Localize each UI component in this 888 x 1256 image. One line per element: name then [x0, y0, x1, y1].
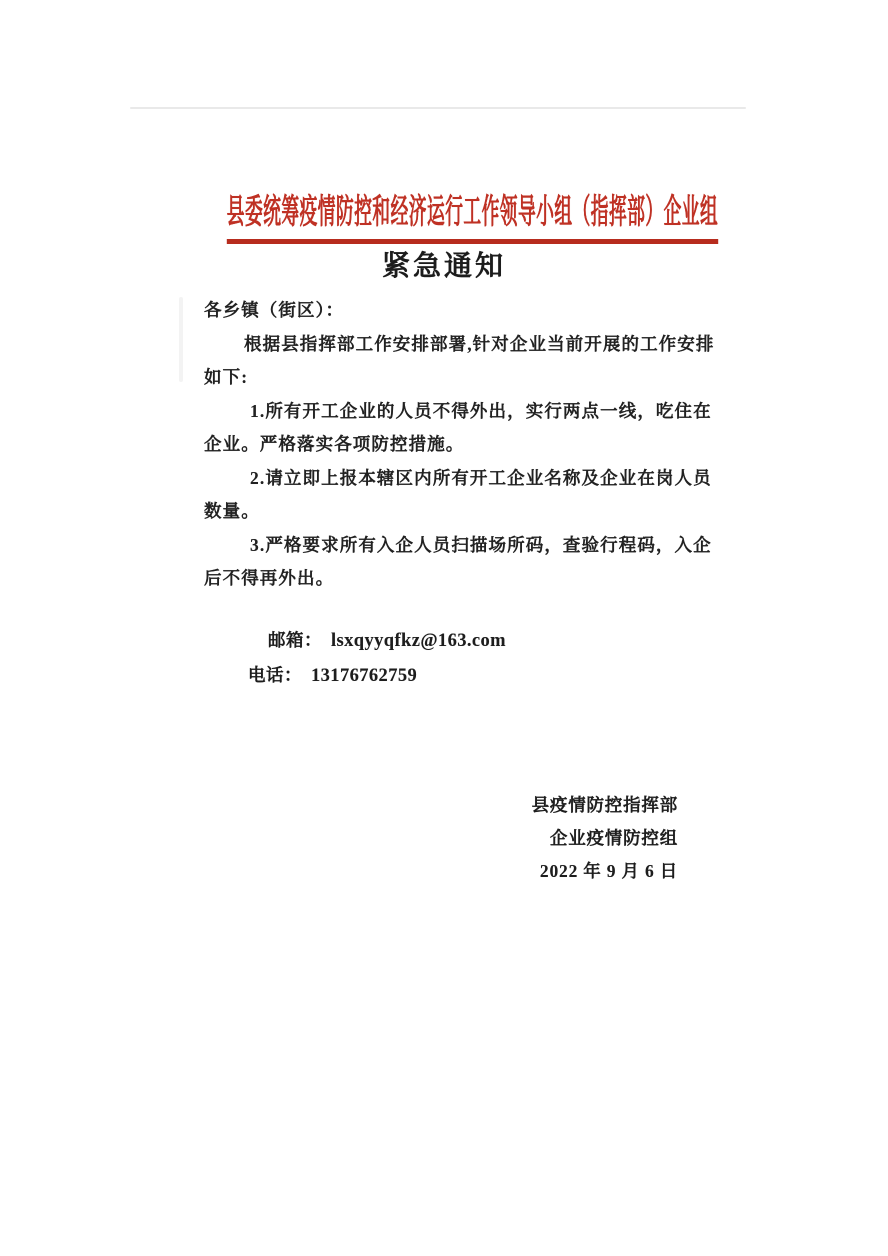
phone-value: 13176762759 [311, 666, 418, 686]
intro-line-2: 如下: [204, 367, 249, 387]
notice-body [204, 294, 724, 596]
signature-date: 2022 年 9 月 6 日 [539, 860, 678, 881]
item-1-line-1: 1.所有开工企业的人员不得外出，实行两点一线，吃住在 [250, 400, 712, 421]
scan-artifact-streak [179, 297, 183, 382]
notice-title: 紧急通知 [381, 251, 506, 282]
item-3-line-2: 后不得再外出。 [204, 568, 335, 588]
item-3-line-1: 3.严格要求所有入企人员扫描场所码，查验行程码，入企 [250, 534, 712, 555]
signature-org-line-2: 企业疫情防控组 [549, 827, 678, 848]
email-row [268, 627, 506, 652]
scan-artifact-line [130, 107, 746, 109]
org-header-text: 县委统筹疫情防控和经济运行工作领导小组（指挥部）企业组 [227, 184, 718, 244]
phone-row [248, 662, 417, 687]
item-1-line-2: 企业。严格落实各项防控措施。 [204, 434, 465, 454]
salutation-line: 各乡镇（街区）： [204, 300, 345, 320]
email-value: lsxqyyqfkz@163.com [331, 631, 506, 651]
item-2-line-2: 数量。 [204, 501, 260, 521]
org-header [0, 184, 888, 244]
email-label: 邮箱： [268, 630, 322, 650]
intro-line-1: 根据县指挥部工作安排部署,针对企业当前开展的工作安排 [244, 333, 715, 354]
signature-org-line-1: 县疫情防控指挥部 [531, 795, 678, 815]
signature-block [420, 789, 678, 887]
item-2-line-1: 2.请立即上报本辖区内所有开工企业名称及企业在岗人员 [250, 467, 712, 488]
phone-label: 电话： [248, 665, 302, 685]
